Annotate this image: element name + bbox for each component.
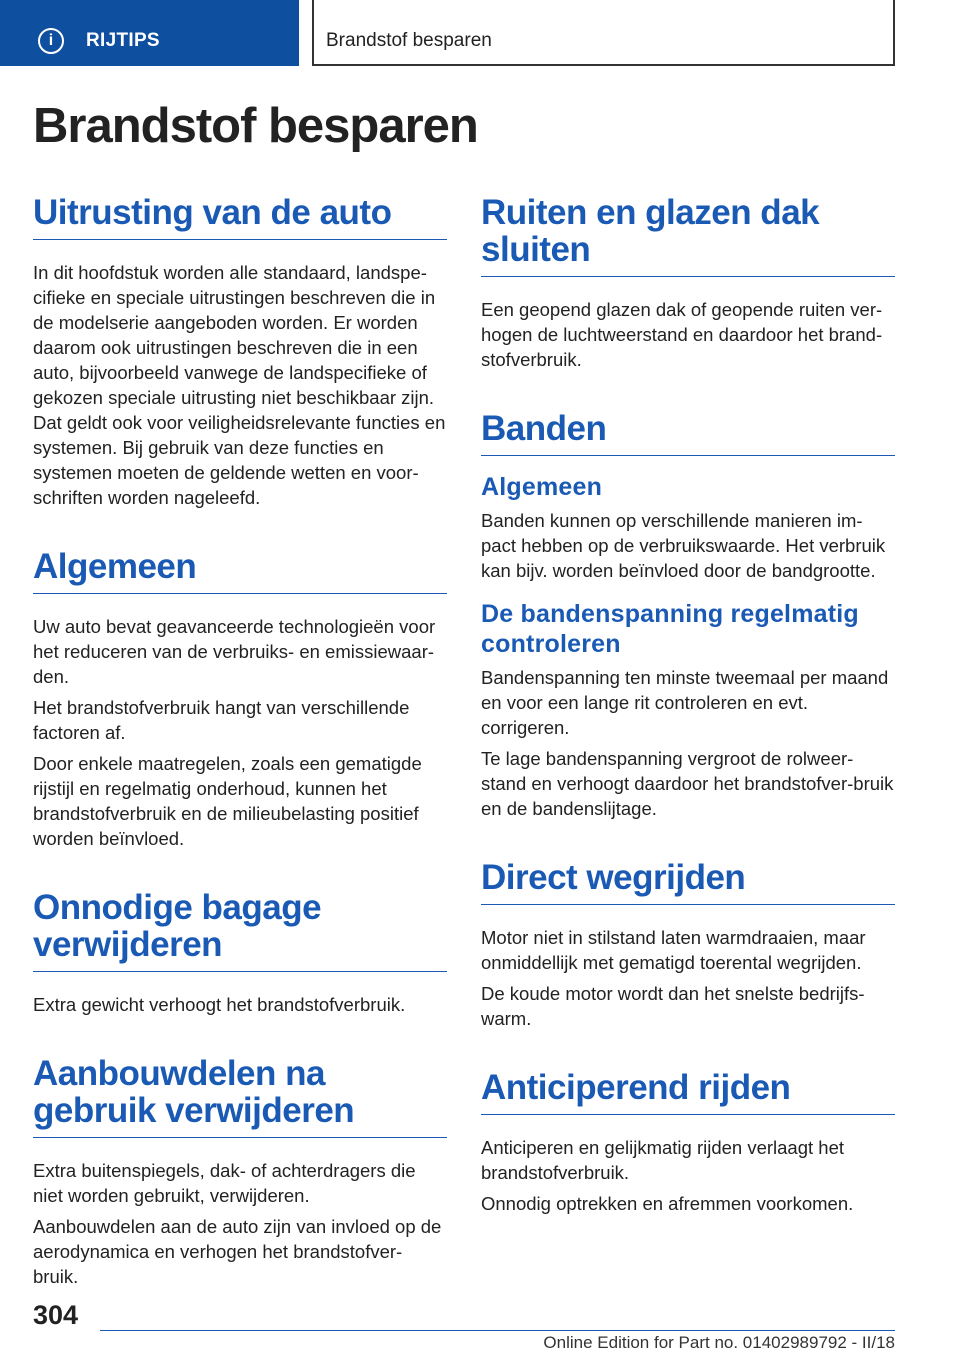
paragraph: Een geopend glazen dak of geopende ruiten ver-hogen de luchtweerstand en daardoor het brand-stofverbruik. bbox=[481, 299, 883, 370]
section-label: RIJTIPS bbox=[86, 30, 160, 51]
subsection-heading: De bandenspanning regelmatig controleren bbox=[481, 600, 859, 658]
section-heading: Onnodige bagage verwijderen bbox=[33, 885, 447, 972]
paragraph: Het brandstofverbruik hangt van verschillende factoren af. bbox=[33, 697, 410, 743]
paragraph: Onnodig optrekken en afremmen voorkomen. bbox=[481, 1193, 854, 1214]
page-title: Brandstof besparen bbox=[33, 99, 478, 153]
paragraph: Anticiperen en gelijkmatig rijden verlaagt het brandstofverbruik. bbox=[481, 1137, 845, 1183]
paragraph: In dit hoofdstuk worden alle standaard, landspe-cifieke en speciale uitrustingen beschreven die in de modelserie aangeboden worden. Er worden daarom ook uitrustingen beschreven die in een auto, bijvoorbeeld vanwege de landspecifieke of gekozen speciale uitrusting niet beschikbaar zijn. Dat geldt ook voor veiligheidsrelevante functies en systemen. Bij gebruik van deze functies en systemen moeten de geldende wetten en voor-schriften worden nageleefd. bbox=[33, 262, 446, 508]
section-heading: Direct wegrijden bbox=[481, 855, 895, 905]
breadcrumb bbox=[312, 0, 895, 66]
page-number: 304 bbox=[33, 1300, 79, 1330]
section-tab bbox=[0, 0, 299, 66]
info-icon: i bbox=[38, 28, 64, 54]
section-heading: Aanbouwdelen na gebruik verwijderen bbox=[33, 1051, 447, 1138]
paragraph: Banden kunnen op verschillende manieren im-pact hebben op de verbruikswaarde. Het verbruik kan bijv. worden beïnvloed door de bandgrootte. bbox=[481, 510, 886, 581]
section-heading: Banden bbox=[481, 406, 895, 456]
paragraph: Uw auto bevat geavanceerde technologieën voor het reduceren van de verbruiks- en emissiewaar-den. bbox=[33, 616, 436, 687]
paragraph: Extra gewicht verhoogt het brandstofverbruik. bbox=[33, 994, 406, 1015]
breadcrumb-label: Brandstof besparen bbox=[326, 30, 492, 51]
paragraph: Te lage bandenspanning vergroot de rolweer-stand en verhoogt daardoor het brandstofver-bruik en de bandenslijtage. bbox=[481, 748, 894, 819]
footer-divider bbox=[100, 1330, 895, 1331]
paragraph: Extra buitenspiegels, dak- of achterdragers die niet worden gebruikt, verwijderen. bbox=[33, 1160, 416, 1206]
section-heading: Uitrusting van de auto bbox=[33, 190, 447, 240]
section-heading: Ruiten en glazen dak sluiten bbox=[481, 190, 895, 277]
left-column bbox=[33, 190, 447, 1289]
paragraph: Bandenspanning ten minste tweemaal per maand en voor een lange rit controleren en evt. corrigeren. bbox=[481, 667, 889, 738]
paragraph: De koude motor wordt dan het snelste bedrijfs-warm. bbox=[481, 983, 865, 1029]
page-header bbox=[0, 0, 960, 66]
paragraph: Motor niet in stilstand laten warmdraaien, maar onmiddellijk met gematigd toerental wegrijden. bbox=[481, 927, 866, 973]
right-column bbox=[481, 190, 895, 1216]
section-heading: Anticiperend rijden bbox=[481, 1065, 895, 1115]
subsection-heading: Algemeen bbox=[481, 473, 603, 501]
section-heading: Algemeen bbox=[33, 544, 447, 594]
paragraph: Door enkele maatregelen, zoals een gematigde rijstijl en regelmatig onderhoud, kunnen het brandstofverbruik en de milieubelasting positief worden beïnvloed. bbox=[33, 753, 422, 849]
edition-note: Online Edition for Part no. 01402989792 - II/18 bbox=[543, 1333, 895, 1352]
paragraph: Aanbouwdelen aan de auto zijn van invloed op de aerodynamica en verhogen het brandstofver-bruik. bbox=[33, 1216, 442, 1287]
